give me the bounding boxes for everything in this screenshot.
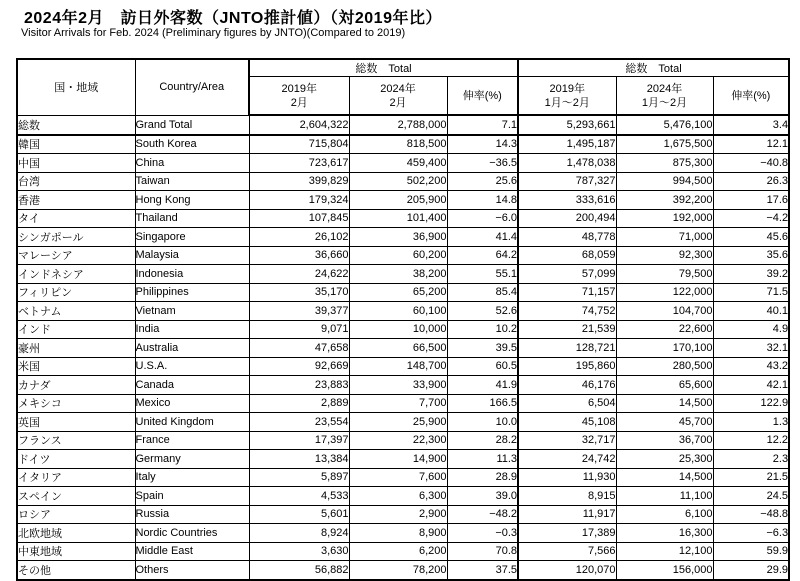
value-feb-2024: 818,500 bbox=[349, 135, 447, 154]
growth-janfeb: 26.3 bbox=[713, 172, 789, 191]
value-feb-2019: 26,102 bbox=[249, 228, 349, 247]
country-name-jp: 米国 bbox=[17, 357, 135, 376]
growth-feb: 70.8 bbox=[447, 542, 518, 561]
country-name-en: Others bbox=[135, 561, 249, 580]
country-name-jp: タイ bbox=[17, 209, 135, 228]
column-header-line: 2月 bbox=[290, 96, 308, 109]
value-janfeb-2024: 280,500 bbox=[616, 357, 713, 376]
column-header-line: 2019年 bbox=[281, 82, 317, 95]
value-janfeb-2024: 5,476,100 bbox=[616, 115, 713, 135]
value-janfeb-2024: 16,300 bbox=[616, 524, 713, 543]
country-name-en: Taiwan bbox=[135, 172, 249, 191]
country-name-en: Germany bbox=[135, 450, 249, 469]
country-name-en: China bbox=[135, 154, 249, 173]
growth-feb: −36.5 bbox=[447, 154, 518, 173]
country-name-jp: シンガポール bbox=[17, 228, 135, 247]
page-title: 2024年2月 訪日外客数（JNTO推計値）（対2019年比） bbox=[24, 10, 442, 27]
table-row bbox=[17, 135, 789, 154]
value-feb-2024: 25,900 bbox=[349, 413, 447, 432]
column-header-line: 2024年 bbox=[646, 82, 683, 95]
table-row bbox=[17, 450, 789, 469]
table-row bbox=[17, 487, 789, 506]
value-janfeb-2019: 5,293,661 bbox=[518, 115, 616, 135]
value-janfeb-2024: 12,100 bbox=[616, 542, 713, 561]
value-janfeb-2019: 200,494 bbox=[518, 209, 616, 228]
growth-janfeb: 2.3 bbox=[713, 450, 789, 469]
growth-janfeb: −4.2 bbox=[713, 209, 789, 228]
value-feb-2024: 7,700 bbox=[349, 394, 447, 413]
table-row bbox=[17, 561, 789, 580]
country-name-jp: イタリア bbox=[17, 468, 135, 487]
country-name-jp: 英国 bbox=[17, 413, 135, 432]
country-name-jp: 台湾 bbox=[17, 172, 135, 191]
country-name-en: Canada bbox=[135, 376, 249, 395]
value-feb-2019: 24,622 bbox=[249, 265, 349, 284]
growth-feb: 41.9 bbox=[447, 376, 518, 395]
country-name-en: United Kingdom bbox=[135, 413, 249, 432]
value-janfeb-2019: 71,157 bbox=[518, 283, 616, 302]
country-name-jp: 中東地域 bbox=[17, 542, 135, 561]
country-name-jp: その他 bbox=[17, 561, 135, 580]
value-feb-2019: 2,889 bbox=[249, 394, 349, 413]
growth-feb: 39.0 bbox=[447, 487, 518, 506]
page-subtitle: Visitor Arrivals for Feb. 2024 (Preliminary figures by JNTO)(Compared to 2019) bbox=[21, 27, 406, 39]
column-header-janfeb-2024 bbox=[616, 77, 713, 116]
value-janfeb-2024: 192,000 bbox=[616, 209, 713, 228]
grand-total-row bbox=[17, 115, 789, 135]
table-row bbox=[17, 172, 789, 191]
country-name-en: Nordic Countries bbox=[135, 524, 249, 543]
growth-feb: −6.0 bbox=[447, 209, 518, 228]
table-row bbox=[17, 357, 789, 376]
growth-janfeb: −6.3 bbox=[713, 524, 789, 543]
country-name-jp: 北欧地域 bbox=[17, 524, 135, 543]
value-feb-2019: 17,397 bbox=[249, 431, 349, 450]
country-name-en: Italy bbox=[135, 468, 249, 487]
country-name-en: Middle East bbox=[135, 542, 249, 561]
value-feb-2024: 8,900 bbox=[349, 524, 447, 543]
value-feb-2024: 66,500 bbox=[349, 339, 447, 358]
column-header-line: 1月〜2月 bbox=[641, 96, 688, 109]
value-feb-2024: 502,200 bbox=[349, 172, 447, 191]
value-janfeb-2019: 787,327 bbox=[518, 172, 616, 191]
column-header-line: 2024年 bbox=[380, 82, 416, 95]
value-janfeb-2024: 14,500 bbox=[616, 468, 713, 487]
value-feb-2019: 107,845 bbox=[249, 209, 349, 228]
column-header-feb-2019 bbox=[249, 77, 349, 116]
column-group-feb-total: 総数 Total bbox=[249, 59, 518, 77]
column-header-line: 2月 bbox=[389, 96, 407, 109]
country-name-jp: 中国 bbox=[17, 154, 135, 173]
country-name-jp: フィリピン bbox=[17, 283, 135, 302]
value-janfeb-2019: 46,176 bbox=[518, 376, 616, 395]
value-feb-2019: 39,377 bbox=[249, 302, 349, 321]
value-feb-2024: 2,900 bbox=[349, 505, 447, 524]
value-janfeb-2024: 875,300 bbox=[616, 154, 713, 173]
country-name-en: France bbox=[135, 431, 249, 450]
table-row bbox=[17, 542, 789, 561]
value-janfeb-2024: 1,675,500 bbox=[616, 135, 713, 154]
value-janfeb-2024: 156,000 bbox=[616, 561, 713, 580]
value-feb-2019: 715,804 bbox=[249, 135, 349, 154]
value-janfeb-2019: 48,778 bbox=[518, 228, 616, 247]
value-janfeb-2024: 122,000 bbox=[616, 283, 713, 302]
value-feb-2019: 179,324 bbox=[249, 191, 349, 210]
table-row bbox=[17, 431, 789, 450]
country-name-en: Spain bbox=[135, 487, 249, 506]
growth-janfeb: 17.6 bbox=[713, 191, 789, 210]
country-name-en: Thailand bbox=[135, 209, 249, 228]
country-name-jp: カナダ bbox=[17, 376, 135, 395]
growth-feb: 10.2 bbox=[447, 320, 518, 339]
growth-janfeb: 29.9 bbox=[713, 561, 789, 580]
column-header-line: 2019年 bbox=[549, 82, 586, 95]
value-janfeb-2024: 104,700 bbox=[616, 302, 713, 321]
country-name-en: India bbox=[135, 320, 249, 339]
value-feb-2024: 60,200 bbox=[349, 246, 447, 265]
growth-feb: 14.8 bbox=[447, 191, 518, 210]
country-name-jp: フランス bbox=[17, 431, 135, 450]
value-feb-2019: 23,883 bbox=[249, 376, 349, 395]
column-header-growth-janfeb: 伸率(%) bbox=[713, 77, 789, 116]
country-name-en: Mexico bbox=[135, 394, 249, 413]
growth-feb: 60.5 bbox=[447, 357, 518, 376]
table-row bbox=[17, 302, 789, 321]
value-janfeb-2019: 32,717 bbox=[518, 431, 616, 450]
growth-janfeb: 71.5 bbox=[713, 283, 789, 302]
column-header-country-jp: 国・地域 bbox=[17, 59, 135, 115]
table-row bbox=[17, 154, 789, 173]
country-name-jp: 韓国 bbox=[17, 135, 135, 154]
value-janfeb-2024: 71,000 bbox=[616, 228, 713, 247]
value-janfeb-2019: 333,616 bbox=[518, 191, 616, 210]
growth-janfeb: 1.3 bbox=[713, 413, 789, 432]
value-janfeb-2024: 11,100 bbox=[616, 487, 713, 506]
country-name-en: South Korea bbox=[135, 135, 249, 154]
growth-feb: 10.0 bbox=[447, 413, 518, 432]
growth-janfeb: 122.9 bbox=[713, 394, 789, 413]
value-janfeb-2019: 21,539 bbox=[518, 320, 616, 339]
value-feb-2024: 14,900 bbox=[349, 450, 447, 469]
value-janfeb-2024: 25,300 bbox=[616, 450, 713, 469]
growth-feb: 39.5 bbox=[447, 339, 518, 358]
value-janfeb-2019: 8,915 bbox=[518, 487, 616, 506]
value-janfeb-2024: 22,600 bbox=[616, 320, 713, 339]
column-header-janfeb-2019 bbox=[518, 77, 616, 116]
growth-feb: 25.6 bbox=[447, 172, 518, 191]
growth-feb: 64.2 bbox=[447, 246, 518, 265]
table-row bbox=[17, 505, 789, 524]
growth-feb: −48.2 bbox=[447, 505, 518, 524]
table-row bbox=[17, 283, 789, 302]
value-feb-2024: 10,000 bbox=[349, 320, 447, 339]
value-janfeb-2019: 1,478,038 bbox=[518, 154, 616, 173]
growth-feb: 11.3 bbox=[447, 450, 518, 469]
value-janfeb-2019: 74,752 bbox=[518, 302, 616, 321]
growth-janfeb: 43.2 bbox=[713, 357, 789, 376]
value-janfeb-2019: 68,059 bbox=[518, 246, 616, 265]
growth-janfeb: 42.1 bbox=[713, 376, 789, 395]
value-janfeb-2024: 92,300 bbox=[616, 246, 713, 265]
value-janfeb-2019: 120,070 bbox=[518, 561, 616, 580]
growth-janfeb: 32.1 bbox=[713, 339, 789, 358]
value-feb-2024: 2,788,000 bbox=[349, 115, 447, 135]
value-feb-2024: 101,400 bbox=[349, 209, 447, 228]
growth-janfeb: 21.5 bbox=[713, 468, 789, 487]
value-feb-2024: 22,300 bbox=[349, 431, 447, 450]
value-feb-2019: 92,669 bbox=[249, 357, 349, 376]
country-name-jp: ベトナム bbox=[17, 302, 135, 321]
table-row bbox=[17, 191, 789, 210]
value-feb-2024: 36,900 bbox=[349, 228, 447, 247]
value-feb-2019: 9,071 bbox=[249, 320, 349, 339]
growth-janfeb: −40.8 bbox=[713, 154, 789, 173]
table-row bbox=[17, 339, 789, 358]
table-row bbox=[17, 246, 789, 265]
table-row bbox=[17, 413, 789, 432]
country-name-en: Vietnam bbox=[135, 302, 249, 321]
value-janfeb-2024: 45,700 bbox=[616, 413, 713, 432]
table-row bbox=[17, 209, 789, 228]
growth-feb: 28.9 bbox=[447, 468, 518, 487]
growth-janfeb: 4.9 bbox=[713, 320, 789, 339]
column-header-line: 1月〜2月 bbox=[544, 96, 590, 109]
table-row bbox=[17, 376, 789, 395]
value-feb-2024: 38,200 bbox=[349, 265, 447, 284]
table-row bbox=[17, 265, 789, 284]
value-feb-2024: 78,200 bbox=[349, 561, 447, 580]
country-name-jp: 香港 bbox=[17, 191, 135, 210]
growth-feb: 85.4 bbox=[447, 283, 518, 302]
value-feb-2019: 35,170 bbox=[249, 283, 349, 302]
growth-janfeb: −48.8 bbox=[713, 505, 789, 524]
country-name-jp: 総数 bbox=[17, 115, 135, 135]
value-feb-2019: 3,630 bbox=[249, 542, 349, 561]
value-janfeb-2024: 14,500 bbox=[616, 394, 713, 413]
country-name-en: U.S.A. bbox=[135, 357, 249, 376]
column-header-feb-2024 bbox=[349, 77, 447, 116]
value-janfeb-2024: 170,100 bbox=[616, 339, 713, 358]
country-name-en: Australia bbox=[135, 339, 249, 358]
value-janfeb-2024: 65,600 bbox=[616, 376, 713, 395]
value-feb-2019: 47,658 bbox=[249, 339, 349, 358]
country-name-jp: ロシア bbox=[17, 505, 135, 524]
column-header-country-en: Country/Area bbox=[135, 59, 249, 115]
country-name-jp: ドイツ bbox=[17, 450, 135, 469]
value-janfeb-2019: 1,495,187 bbox=[518, 135, 616, 154]
value-feb-2019: 23,554 bbox=[249, 413, 349, 432]
table-row bbox=[17, 320, 789, 339]
growth-janfeb: 3.4 bbox=[713, 115, 789, 135]
table-row bbox=[17, 394, 789, 413]
value-janfeb-2024: 79,500 bbox=[616, 265, 713, 284]
growth-feb: 7.1 bbox=[447, 115, 518, 135]
country-name-en: Philippines bbox=[135, 283, 249, 302]
growth-janfeb: 12.2 bbox=[713, 431, 789, 450]
country-name-en: Indonesia bbox=[135, 265, 249, 284]
value-feb-2019: 4,533 bbox=[249, 487, 349, 506]
value-janfeb-2019: 7,566 bbox=[518, 542, 616, 561]
country-name-jp: インド bbox=[17, 320, 135, 339]
value-feb-2024: 33,900 bbox=[349, 376, 447, 395]
growth-janfeb: 24.5 bbox=[713, 487, 789, 506]
table-row bbox=[17, 228, 789, 247]
value-janfeb-2024: 994,500 bbox=[616, 172, 713, 191]
value-janfeb-2019: 195,860 bbox=[518, 357, 616, 376]
growth-janfeb: 12.1 bbox=[713, 135, 789, 154]
value-feb-2019: 36,660 bbox=[249, 246, 349, 265]
value-feb-2019: 5,601 bbox=[249, 505, 349, 524]
value-feb-2019: 13,384 bbox=[249, 450, 349, 469]
growth-feb: 14.3 bbox=[447, 135, 518, 154]
column-header-growth-feb: 伸率(%) bbox=[447, 77, 518, 116]
visitor-arrivals-table bbox=[16, 58, 790, 581]
value-janfeb-2024: 6,100 bbox=[616, 505, 713, 524]
country-name-en: Grand Total bbox=[135, 115, 249, 135]
country-name-jp: スペイン bbox=[17, 487, 135, 506]
country-name-en: Malaysia bbox=[135, 246, 249, 265]
value-feb-2019: 8,924 bbox=[249, 524, 349, 543]
value-janfeb-2019: 128,721 bbox=[518, 339, 616, 358]
value-feb-2019: 5,897 bbox=[249, 468, 349, 487]
growth-feb: 28.2 bbox=[447, 431, 518, 450]
growth-feb: 37.5 bbox=[447, 561, 518, 580]
country-name-en: Russia bbox=[135, 505, 249, 524]
growth-feb: 166.5 bbox=[447, 394, 518, 413]
growth-janfeb: 39.2 bbox=[713, 265, 789, 284]
value-feb-2024: 60,100 bbox=[349, 302, 447, 321]
value-feb-2024: 65,200 bbox=[349, 283, 447, 302]
country-name-en: Singapore bbox=[135, 228, 249, 247]
value-feb-2024: 205,900 bbox=[349, 191, 447, 210]
value-feb-2019: 399,829 bbox=[249, 172, 349, 191]
growth-janfeb: 35.6 bbox=[713, 246, 789, 265]
growth-feb: −0.3 bbox=[447, 524, 518, 543]
value-janfeb-2019: 11,930 bbox=[518, 468, 616, 487]
value-feb-2019: 723,617 bbox=[249, 154, 349, 173]
value-feb-2019: 56,882 bbox=[249, 561, 349, 580]
country-name-jp: インドネシア bbox=[17, 265, 135, 284]
growth-janfeb: 40.1 bbox=[713, 302, 789, 321]
value-janfeb-2019: 57,099 bbox=[518, 265, 616, 284]
value-janfeb-2019: 17,389 bbox=[518, 524, 616, 543]
value-janfeb-2019: 45,108 bbox=[518, 413, 616, 432]
country-name-jp: 豪州 bbox=[17, 339, 135, 358]
value-janfeb-2019: 24,742 bbox=[518, 450, 616, 469]
value-feb-2024: 459,400 bbox=[349, 154, 447, 173]
table-row bbox=[17, 468, 789, 487]
growth-feb: 52.6 bbox=[447, 302, 518, 321]
growth-janfeb: 45.6 bbox=[713, 228, 789, 247]
value-feb-2024: 148,700 bbox=[349, 357, 447, 376]
value-feb-2019: 2,604,322 bbox=[249, 115, 349, 135]
country-name-jp: マレーシア bbox=[17, 246, 135, 265]
value-feb-2024: 6,200 bbox=[349, 542, 447, 561]
country-name-jp: メキシコ bbox=[17, 394, 135, 413]
value-janfeb-2019: 6,504 bbox=[518, 394, 616, 413]
column-group-janfeb-total: 総数 Total bbox=[518, 59, 789, 77]
growth-feb: 55.1 bbox=[447, 265, 518, 284]
table-row bbox=[17, 524, 789, 543]
value-janfeb-2019: 11,917 bbox=[518, 505, 616, 524]
growth-janfeb: 59.9 bbox=[713, 542, 789, 561]
country-name-en: Hong Kong bbox=[135, 191, 249, 210]
growth-feb: 41.4 bbox=[447, 228, 518, 247]
value-janfeb-2024: 36,700 bbox=[616, 431, 713, 450]
value-janfeb-2024: 392,200 bbox=[616, 191, 713, 210]
value-feb-2024: 7,600 bbox=[349, 468, 447, 487]
value-feb-2024: 6,300 bbox=[349, 487, 447, 506]
